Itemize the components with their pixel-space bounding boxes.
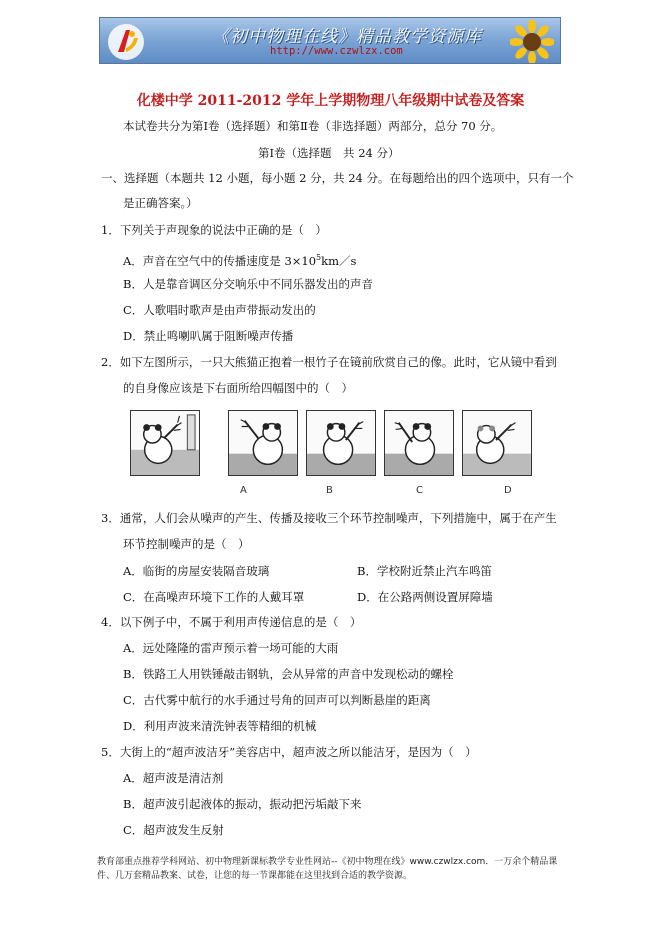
q2-choice-b-figure[interactable] [306,410,376,476]
q5-option-a: A．超声波是清洁剂 [123,771,224,785]
q2-label-d: D [504,485,512,496]
q1-option-b: B．人是靠音调区分交响乐中不同乐器发出的声音 [123,277,373,291]
q4-stem: 4．以下例子中，不属于利用声传递信息的是（ ） [101,615,362,629]
panda-icon [229,411,297,475]
q5-option-b: B．超声波引起液体的振动，振动把污垢敲下来 [123,797,362,811]
banner-site-name: 《初中物理在线》精品教学资源库 [212,27,482,47]
q1-stem: 1．下列关于声现象的说法中正确的是（ ） [101,223,327,237]
q5-stem: 5．大街上的“超声波洁牙”美容店中，超声波之所以能洁牙，是因为（ ） [101,745,477,759]
q3-option-b: B．学校附近禁止汽车鸣笛 [357,564,492,578]
site-logo-icon [106,22,146,62]
q5-option-c: C．超声波发生反射 [123,823,224,837]
q2-stem-line1: 2．如下左图所示，一只大熊猫正抱着一根竹子在镜前欣赏自己的像。此时，它从镜中看到 [101,355,557,369]
q3-option-a: A．临街的房屋安装隔音玻璃 [123,564,270,578]
page-title: 化楼中学 2011-2012 学年上学期物理八年级期中试卷及答案 [136,93,525,109]
q1-option-c: C．人歌唱时歌声是由声带振动发出的 [123,303,316,317]
q2-choice-d-figure[interactable] [462,410,532,476]
panda-icon [385,411,453,475]
section-instructions-line2: 是正确答案。） [123,196,198,210]
q3-stem-line2: 环节控制噪声的是（ ） [123,537,250,551]
q4-option-d: D．利用声波来清洗钟表等精细的机械 [123,719,317,733]
site-banner [99,17,561,64]
section-instructions-line1: 一、选择题（本题共 12 小题，每小题 2 分，共 24 分。在每题给出的四个选项中，只有一个 [101,171,574,185]
banner-url[interactable]: http://www.czwlzx.com [270,45,403,57]
panda-icon [463,411,531,475]
q2-choice-a-figure[interactable] [228,410,298,476]
q4-option-b: B．铁路工人用铁锤敲击钢轨，会从异常的声音中发现松动的螺栓 [123,667,454,681]
q3-option-c: C．在高噪声环境下工作的人戴耳罩 [123,590,305,604]
page-footer: 教育部重点推荐学科网站、初中物理新课标教学专业性网站--《初中物理在线》www.czwlzx.com．一万余个精品课件、几万套精品教案、试卷，让您的每一节课都能在这里找到合适的教学资源。 [97,857,558,881]
q2-choice-c-figure[interactable] [384,410,454,476]
part-one-heading: 第Ⅰ卷（选择题 共 24 分） [258,146,400,160]
q2-reference-figure [130,410,200,476]
q1-option-a [123,250,356,269]
sunflower-icon [510,20,554,64]
q2-stem-line2: 的自身像应该是下右面所给四幅图中的（ ） [123,381,353,395]
panda-icon [307,411,375,475]
intro-text: 本试卷共分为第Ⅰ卷（选择题）和第Ⅱ卷（非选择题）两部分，总分 70 分。 [123,119,503,133]
q4-option-c: C．古代雾中航行的水手通过号角的回声可以判断悬崖的距离 [123,693,431,707]
q2-label-c: C [416,485,423,496]
panda-mirror-icon [131,411,199,475]
q1-option-a-text: A．声音在空气中的传播速度是 3×10 [123,253,317,268]
q1-option-a-exponent: 5 [316,253,322,262]
q1-option-a-unit: km／s [321,253,357,268]
q2-label-b: B [326,485,333,496]
q2-label-a: A [240,485,247,496]
q3-option-d: D．在公路两侧设置屏障墙 [357,590,493,604]
q4-option-a: A．远处隆隆的雷声预示着一场可能的大雨 [123,641,339,655]
q3-stem-line1: 3．通常，人们会从噪声的产生、传播及接收三个环节控制噪声，下列措施中，属于在产生 [101,511,557,525]
q1-option-d: D．禁止鸣喇叭属于阻断噪声传播 [123,329,294,343]
